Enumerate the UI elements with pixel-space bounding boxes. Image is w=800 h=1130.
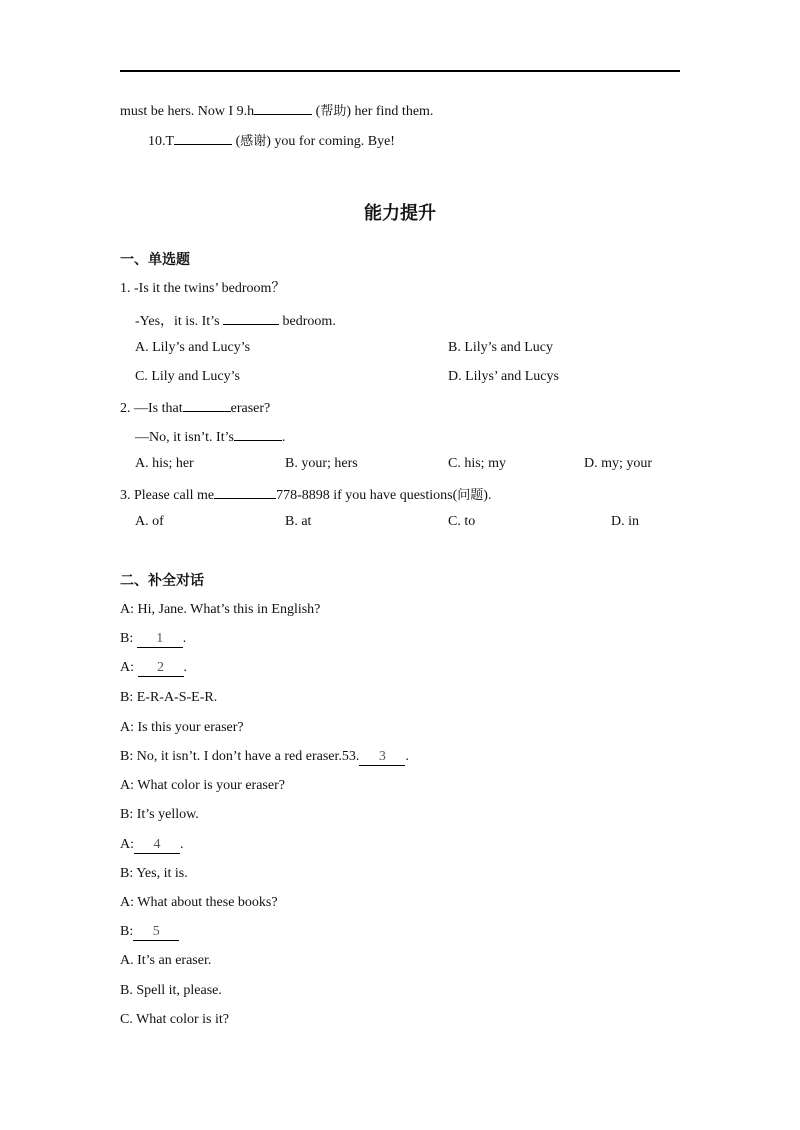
intro-text: 10.T bbox=[148, 134, 175, 149]
q2-option-b[interactable]: B. your; hers bbox=[285, 456, 358, 471]
q1-option-d[interactable]: D. Lilys’ and Lucys bbox=[448, 369, 559, 384]
dialogue-line: A: What color is your eraser? bbox=[120, 778, 285, 793]
intro-line-10 bbox=[148, 131, 395, 150]
q3-stem-text: ). bbox=[483, 488, 492, 503]
q1-stem: 1. -Is it the twins’ bedroom？ bbox=[120, 281, 286, 296]
q3-stem-text: 3. Please call me bbox=[120, 488, 215, 503]
dialogue-line: A: Is this your eraser? bbox=[120, 720, 244, 735]
dialogue-speaker: A: bbox=[120, 660, 138, 675]
dialogue-blank-1[interactable]: 1 bbox=[137, 631, 183, 648]
answer-blank[interactable] bbox=[183, 398, 231, 412]
q2-stem-text: 2. —Is that bbox=[120, 401, 183, 416]
chinese-hint: 帮助 bbox=[320, 104, 347, 119]
page-title: 能力提升 bbox=[364, 203, 436, 224]
q3-stem-text: 778-8898 if you have questions( bbox=[276, 488, 458, 503]
q3-option-d[interactable]: D. in bbox=[611, 514, 639, 529]
dialogue-line: A: 4 . bbox=[120, 837, 184, 852]
dialogue-blank-3[interactable]: 3 bbox=[359, 749, 405, 766]
q1-option-a[interactable]: A. Lily’s and Lucy’s bbox=[135, 340, 251, 355]
dialogue-line bbox=[120, 924, 179, 941]
dialogue-line: B: No, it isn’t. I don’t have a red eraser.53. 3 . bbox=[120, 749, 409, 764]
intro-text: ( bbox=[232, 134, 241, 149]
q3-option-c[interactable]: C. to bbox=[448, 514, 476, 529]
q2-reply bbox=[135, 427, 285, 446]
q1-option-b[interactable]: B. Lily’s and Lucy bbox=[448, 340, 553, 355]
answer-blank[interactable] bbox=[214, 485, 276, 499]
q3-option-b[interactable]: B. at bbox=[285, 514, 312, 529]
intro-line-9 bbox=[120, 101, 433, 120]
section-heading-choice: 一、单选题 bbox=[120, 252, 190, 268]
dialogue-option-c[interactable]: C. What color is it? bbox=[120, 1012, 229, 1027]
dialogue-blank-5[interactable]: 5 bbox=[133, 924, 179, 941]
dialogue-speaker: B: bbox=[120, 631, 137, 646]
intro-text: ( bbox=[312, 104, 321, 119]
answer-blank[interactable] bbox=[174, 131, 232, 145]
dialogue-blank-2[interactable]: 2 bbox=[138, 660, 184, 677]
dialogue-option-b[interactable]: B. Spell it, please. bbox=[120, 983, 222, 998]
chinese-hint: 问题 bbox=[457, 488, 484, 503]
q2-option-d[interactable]: D. my; your bbox=[584, 456, 653, 471]
q2-reply-text: —No, it isn’t. It’s bbox=[135, 430, 234, 445]
dialogue-option-a[interactable]: A. It’s an eraser. bbox=[120, 953, 212, 968]
q1-option-c[interactable]: C. Lily and Lucy’s bbox=[135, 369, 240, 384]
dialogue-speaker: B: bbox=[120, 924, 134, 939]
dialogue-line: B: E-R-A-S-E-R. bbox=[120, 690, 218, 705]
q2-option-c[interactable]: C. his; my bbox=[448, 456, 506, 471]
q2-option-a[interactable]: A. his; her bbox=[135, 456, 194, 471]
section-heading-dialogue: 二、补全对话 bbox=[120, 573, 204, 589]
dialogue-speaker: A: bbox=[120, 837, 134, 852]
answer-blank[interactable] bbox=[254, 101, 312, 115]
answer-blank[interactable] bbox=[223, 311, 279, 325]
q3-stem bbox=[120, 485, 491, 504]
dialogue-line: B: It’s yellow. bbox=[120, 807, 199, 822]
dialogue-line: A: 2 . bbox=[120, 660, 187, 675]
q1-reply bbox=[135, 311, 336, 330]
dialogue-line: A: What about these books? bbox=[120, 895, 278, 910]
dialogue-line: B: 1 . bbox=[120, 631, 187, 646]
dialogue-blank-4[interactable]: 4 bbox=[134, 837, 180, 854]
dialogue-text: B: No, it isn’t. I don’t have a red eraser.53. bbox=[120, 749, 360, 764]
chinese-hint: 感谢 bbox=[240, 134, 267, 149]
q3-option-a[interactable]: A. of bbox=[135, 514, 164, 529]
q2-stem-text: eraser? bbox=[230, 401, 271, 416]
dialogue-line: B: Yes, it is. bbox=[120, 866, 188, 881]
intro-text: ) you for coming. Bye! bbox=[266, 134, 395, 149]
q2-reply-text: . bbox=[281, 430, 286, 445]
intro-text: ) her find them. bbox=[346, 104, 434, 119]
header-rule bbox=[120, 70, 680, 72]
q1-reply-text: bedroom. bbox=[279, 314, 336, 329]
q2-stem bbox=[120, 398, 270, 417]
intro-text: must be hers. Now I 9.h bbox=[120, 104, 255, 119]
answer-blank[interactable] bbox=[234, 427, 282, 441]
dialogue-line: A: Hi, Jane. What’s this in English? bbox=[120, 602, 321, 617]
q1-reply-text: -Yes，it is. It’s bbox=[135, 314, 220, 329]
